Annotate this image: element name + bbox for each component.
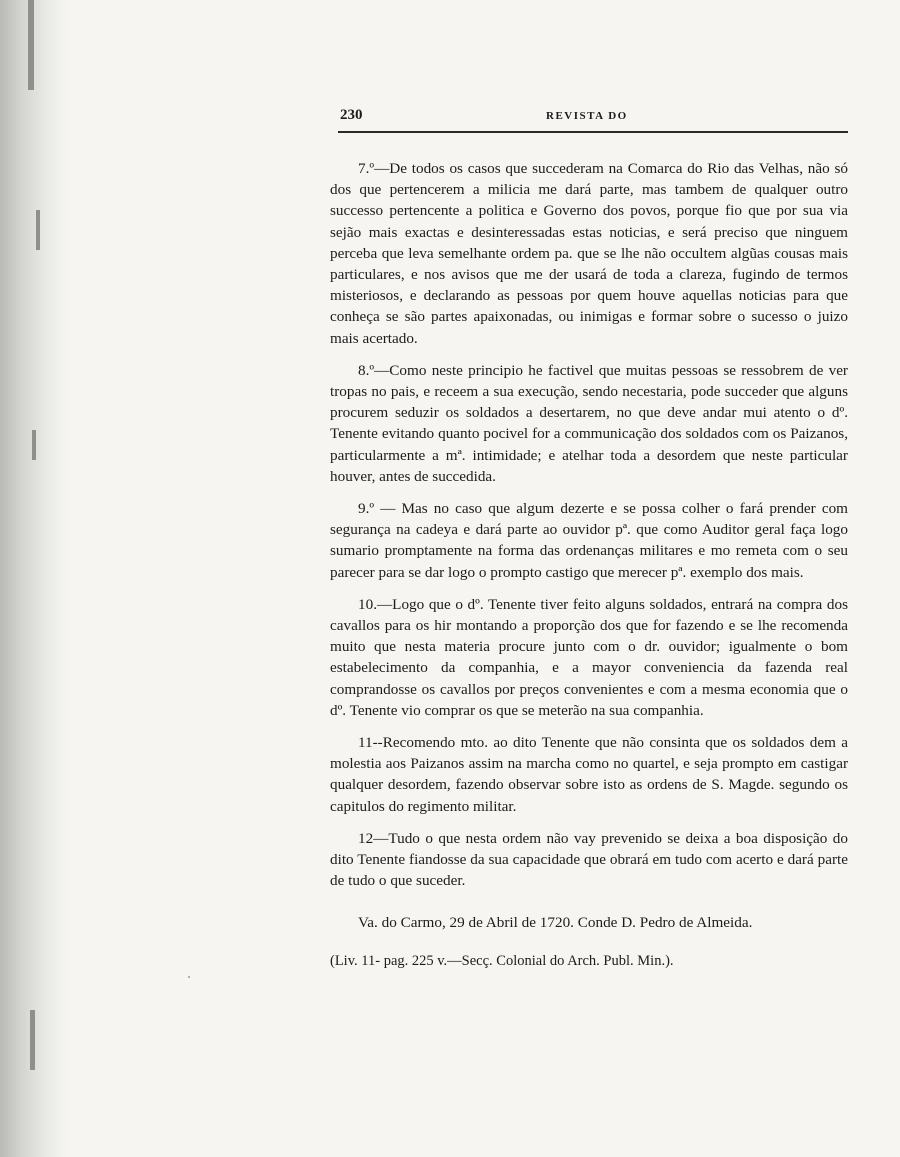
binding-mark xyxy=(32,430,36,460)
page-number: 230 xyxy=(340,107,363,123)
document-body xyxy=(330,158,848,972)
paragraph-12: 12—Tudo o que nesta ordem não vay prevenido se deixa a boa disposição do dito Tenente fiandosse da sua capacidade que obrará em tudo com acerto e dará parte de tudo o que suceder. xyxy=(330,829,848,890)
document-page xyxy=(330,100,850,1060)
print-speck xyxy=(188,976,190,978)
closing-signature: Va. do Carmo, 29 de Abril de 1720. Conde D. Pedro de Almeida. xyxy=(358,913,753,931)
paragraph-11: 11--Recomendo mto. ao dito Tenente que não consinta que os soldados dem a molestia aos Paizanos assim na marcha como no quartel, e seja prompto em castigar qualquer desordem, fazendo observar sobre isto as ordens de S. Magde. segundo os capitulos do regimento militar. xyxy=(330,734,848,815)
binding-mark xyxy=(30,1010,35,1070)
running-header xyxy=(330,100,850,126)
binding-mark xyxy=(28,0,34,90)
paragraph-7: 7.º—De todos os casos que succederam na Comarca do Rio das Velhas, não só dos que pertencerem a milicia me dará parte, mas tambem de qualquer outro successo pertencente a politica e Governo dos povos, porque fio que por sua via sejão mais exactas e desinteressadas estas noticias, e será preciso que ninguem perceba que leva semelhante ordem pa. que se lhe não occultem algũas cousas mais particulares, e nos avisos que me der usará de toda a clareza, fugindo de termos misteriosos, e declarando as pessoas por quem houve aquellas noticias para que conheça se são partes apaixonadas, ou inimigas e formar sobre o sucesso o juizo mais acertado. xyxy=(330,160,848,347)
running-title: REVISTA DO xyxy=(546,110,628,122)
header-rule xyxy=(338,131,848,133)
archive-citation: (Liv. 11- pag. 225 v.—Secç. Colonial do Arch. Publ. Min.). xyxy=(330,952,674,969)
page-binding-shadow xyxy=(0,0,72,1157)
paragraph-10: 10.—Logo que o dº. Tenente tiver feito alguns soldados, entrará na compra dos cavallos para os hir montando a proporção dos que for fazendo e se lhe recomenda muito que nesta materia procure junto com o dr. ouvidor; igualmente o bom estabelecimento da companhia, e a mayor conveniencia da fazenda real comprandosse os cavallos por preços convenientes e com a mesma economia que o dº. Tenente vio comprar os que se meterão na sua companhia. xyxy=(330,595,848,719)
paragraph-9: 9.º — Mas no caso que algum dezerte e se possa colher o fará prender com segurança na cadeya e dará parte ao ouvidor pª. que como Auditor geral faça logo sumario promptamente na forma das ordenanças militares e mo remeta com o seu parecer para se dar logo o prompto castigo que merecer pª. exemplo dos mais. xyxy=(330,500,848,581)
paragraph-8: 8.º—Como neste principio he factivel que muitas pessoas se ressobrem de ver tropas no pais, e receem a sua execução, sendo necestaria, pode succeder que alguns procurem seduzir os soldados a desertarem, no que deve andar mui atento o dº. Tenente evitando quanto pocivel for a communicação dos soldados com os Paizanos, particularmente a mª. intimidade; e atelhar toda a desordem que neste particular houver, antes de succedida. xyxy=(330,361,848,485)
binding-mark xyxy=(36,210,40,250)
